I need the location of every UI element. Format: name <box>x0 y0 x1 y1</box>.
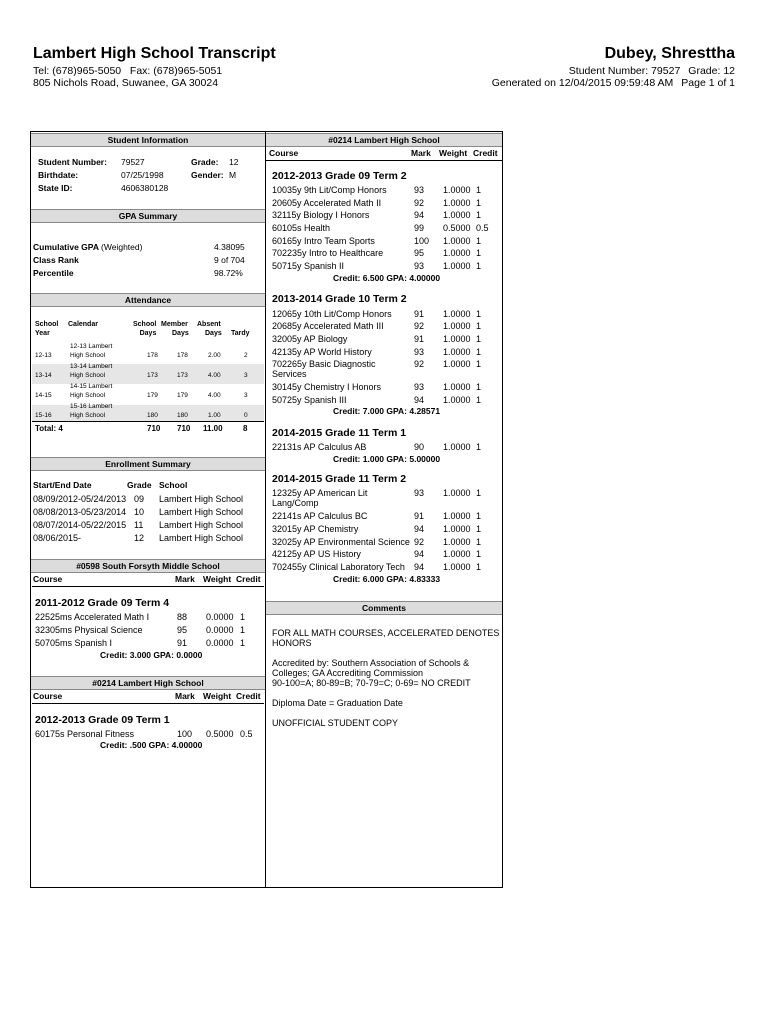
percentile-value: 98.72% <box>214 268 243 278</box>
course-name: 50725y Spanish III <box>272 395 347 405</box>
course-name-cont: Lang/Comp <box>272 498 319 508</box>
course-name: 60165y Intro Team Sports <box>272 236 375 246</box>
course-weight: 1.0000 <box>443 261 471 271</box>
att-cal: High School <box>70 412 106 419</box>
course-credit: 1 <box>476 198 482 208</box>
course-name: 20685y Accelerated Math III <box>272 321 384 331</box>
enroll-dates: 08/09/2012-05/24/2013 <box>33 494 127 504</box>
course-name: 32005y AP Biology <box>272 334 348 344</box>
course-name: 702265y Basic Diagnostic <box>272 359 376 369</box>
state-id-value: 4606380128 <box>121 183 169 193</box>
course-credit: 1 <box>476 261 482 271</box>
course-mark: 91 <box>414 511 425 521</box>
course-weight: 1.0000 <box>443 185 471 195</box>
fax-text: Fax: (678)965-5051 <box>129 65 223 77</box>
enroll-school: Lambert High School <box>159 494 244 504</box>
cumulative-gpa-value: 4.38095 <box>214 242 245 252</box>
att-year: 14-15 <box>35 392 52 399</box>
course-credit: 1 <box>240 612 246 622</box>
course-credit: 1 <box>476 395 482 405</box>
course-credit: 1 <box>476 524 482 534</box>
att-school-days: 178 <box>147 352 158 359</box>
course-mark: 93 <box>414 261 425 271</box>
enroll-grade: 10 <box>134 507 145 517</box>
course-mark: 93 <box>414 488 425 498</box>
course-credit: 1 <box>476 210 482 220</box>
course-name: 32115y Biology I Honors <box>272 210 370 220</box>
course-credit: 0.5 <box>240 729 253 739</box>
course-name: 32305ms Physical Science <box>35 625 143 635</box>
col-mark: Mark <box>175 574 195 584</box>
course-weight: 0.0000 <box>206 612 234 622</box>
term-heading: 2012-2013 Grade 09 Term 2 <box>272 170 407 182</box>
course-name: 12325y AP American Lit <box>272 488 368 498</box>
course-weight: 0.5000 <box>206 729 234 739</box>
att-total-tardy: 8 <box>243 424 248 433</box>
col-header-rule <box>32 703 264 704</box>
comment-text: Diploma Date = Graduation Date <box>272 698 403 708</box>
att-tardy: 3 <box>244 392 248 399</box>
course-name: 60175s Personal Fitness <box>35 729 135 739</box>
course-weight: 0.0000 <box>206 625 234 635</box>
course-credit: 1 <box>476 442 482 452</box>
att-member-days: 180 <box>177 412 188 419</box>
gender-label: Gender: <box>191 170 224 180</box>
enroll-school: Lambert High School <box>159 520 244 530</box>
term-credit-summary: Credit: 7.000 GPA: 4.28571 <box>333 406 441 416</box>
course-credit: 1 <box>476 334 482 344</box>
attendance-section <box>31 293 265 307</box>
grade-label: Grade: <box>191 157 219 167</box>
gpa-summary-heading: GPA Summary <box>31 209 265 223</box>
header-student-number: Student Number: 79527 <box>568 65 681 77</box>
att-school-days: 173 <box>147 372 158 379</box>
att-cal: 13-14 Lambert <box>70 363 113 370</box>
course-weight: 1.0000 <box>443 549 471 559</box>
term-credit-summary: Credit: 1.000 GPA: 5.00000 <box>333 454 441 464</box>
col-mark: Mark <box>411 148 431 158</box>
course-name: 12065y 10th Lit/Comp Honors <box>272 309 392 319</box>
term-heading: 2012-2013 Grade 09 Term 1 <box>35 714 170 726</box>
col-credit: Credit <box>236 574 261 584</box>
att-total-rule <box>32 421 264 422</box>
birthdate-label: Birthdate: <box>38 170 79 180</box>
course-credit: 1 <box>476 488 482 498</box>
gender-value: M <box>229 170 237 180</box>
term-heading: 2014-2015 Grade 11 Term 1 <box>272 427 407 439</box>
comment-text: Colleges; GA Accrediting Commission <box>272 668 424 678</box>
page-number: Page 1 of 1 <box>681 77 735 89</box>
enroll-dates: 08/08/2013-05/23/2014 <box>33 507 127 517</box>
col-weight: Weight <box>203 574 232 584</box>
class-rank-value: 9 of 704 <box>214 255 245 265</box>
attendance-heading: Attendance <box>31 293 265 307</box>
header-grade: Grade: 12 <box>688 65 735 77</box>
att-header-calendar: Calendar <box>68 321 98 328</box>
course-credit: 1 <box>476 321 482 331</box>
course-credit: 1 <box>476 537 482 547</box>
course-name: 50705ms Spanish I <box>35 638 113 648</box>
course-mark: 95 <box>414 248 425 258</box>
att-school-days: 180 <box>147 412 158 419</box>
grade-value: 12 <box>229 157 239 167</box>
att-tardy: 3 <box>244 372 248 379</box>
att-year: 12-13 <box>35 352 52 359</box>
course-mark: 100 <box>177 729 193 739</box>
course-weight: 1.0000 <box>443 395 471 405</box>
att-tardy: 0 <box>244 412 248 419</box>
course-mark: 94 <box>414 562 425 572</box>
course-mark: 94 <box>414 549 425 559</box>
column-divider <box>265 131 266 888</box>
course-weight: 1.0000 <box>443 321 471 331</box>
school-0214-right-section <box>266 133 502 147</box>
course-mark: 92 <box>414 198 425 208</box>
course-credit: 1 <box>476 185 482 195</box>
att-absent-days: 1.00 <box>208 412 221 419</box>
course-credit: 0.5 <box>476 223 489 233</box>
comment-text: UNOFFICIAL STUDENT COPY <box>272 718 399 728</box>
course-name: 20605y Accelerated Math II <box>272 198 382 208</box>
att-tardy: 2 <box>244 352 248 359</box>
course-credit: 1 <box>476 309 482 319</box>
class-rank-label: Class Rank <box>33 255 79 265</box>
course-name: 702455y Clinical Laboratory Tech <box>272 562 405 572</box>
att-member-days: 173 <box>177 372 188 379</box>
transcript-title: Lambert High School Transcript <box>33 45 276 62</box>
att-header-tardy: Tardy <box>231 330 250 337</box>
course-weight: 1.0000 <box>443 248 471 258</box>
address-text: 805 Nichols Road, Suwanee, GA 30024 <box>33 77 219 89</box>
term-credit-summary: Credit: 6.500 GPA: 4.00000 <box>333 273 441 283</box>
att-absent-days: 4.00 <box>208 392 221 399</box>
att-header-absent-days: Absent Days <box>197 321 222 337</box>
course-weight: 1.0000 <box>443 537 471 547</box>
cumulative-gpa-line <box>33 242 142 252</box>
comments-heading: Comments <box>266 601 502 615</box>
course-mark: 94 <box>414 210 425 220</box>
col-mark: Mark <box>175 691 195 701</box>
phone-text: Tel: (678)965-5050 <box>33 65 122 77</box>
enroll-dates: 08/06/2015- <box>33 533 82 543</box>
term-heading: 2014-2015 Grade 11 Term 2 <box>272 473 407 485</box>
course-credit: 1 <box>476 359 482 369</box>
att-cal: High School <box>70 372 106 379</box>
course-name: 42125y AP US History <box>272 549 361 559</box>
course-weight: 1.0000 <box>443 562 471 572</box>
enroll-grade: 11 <box>134 520 144 530</box>
course-weight: 1.0000 <box>443 359 471 369</box>
course-weight: 0.5000 <box>443 223 471 233</box>
col-weight: Weight <box>203 691 232 701</box>
course-mark: 91 <box>177 638 188 648</box>
att-header-school-days: School Days <box>133 321 157 337</box>
course-mark: 94 <box>414 395 425 405</box>
course-mark: 91 <box>414 309 425 319</box>
percentile-label: Percentile <box>33 268 74 278</box>
generated-line <box>484 77 735 89</box>
gpa-summary-section <box>31 209 265 223</box>
att-total-label: Total: 4 <box>35 424 63 433</box>
course-mark: 99 <box>414 223 425 233</box>
course-name: 32025y AP Environmental Science <box>272 537 410 547</box>
course-name: 30145y Chemistry I Honors <box>272 382 382 392</box>
course-mark: 92 <box>414 537 425 547</box>
col-credit: Credit <box>473 148 498 158</box>
course-credit: 1 <box>240 625 246 635</box>
att-header-member-days: Member Days <box>161 321 189 337</box>
comments-section <box>266 601 502 615</box>
course-weight: 1.0000 <box>443 442 471 452</box>
student-number-value: 79527 <box>121 157 145 167</box>
course-weight: 1.0000 <box>443 347 471 357</box>
course-mark: 93 <box>414 347 425 357</box>
course-mark: 92 <box>414 321 425 331</box>
course-weight: 1.0000 <box>443 309 471 319</box>
course-mark: 92 <box>414 359 425 369</box>
comment-text: HONORS <box>272 638 312 648</box>
col-weight: Weight <box>439 148 468 158</box>
enroll-grade: 12 <box>134 533 145 543</box>
col-course: Course <box>269 148 299 158</box>
term-credit-summary: Credit: 3.000 GPA: 0.0000 <box>100 650 203 660</box>
student-name: Dubey, Shresttha <box>604 45 735 62</box>
course-credit: 1 <box>476 549 482 559</box>
course-weight: 1.0000 <box>443 236 471 246</box>
term-heading: 2013-2014 Grade 10 Term 2 <box>272 293 407 305</box>
cumulative-gpa-label: Cumulative GPA <box>33 242 99 252</box>
att-year: 15-16 <box>35 412 52 419</box>
enroll-dates: 08/07/2014-05/22/2015 <box>33 520 127 530</box>
course-credit: 1 <box>476 236 482 246</box>
course-weight: 1.0000 <box>443 524 471 534</box>
col-course: Course <box>33 691 63 701</box>
generated-timestamp: Generated on 12/04/2015 09:59:48 AM <box>491 77 674 89</box>
school-0214-left-section <box>31 676 265 690</box>
school-0598-heading: #0598 South Forsyth Middle School <box>31 559 265 573</box>
course-mark: 100 <box>414 236 430 246</box>
att-absent-days: 2.00 <box>208 352 221 359</box>
col-credit: Credit <box>236 691 261 701</box>
state-id-label: State ID: <box>38 183 73 193</box>
enroll-grade: 09 <box>134 494 145 504</box>
course-weight: 1.0000 <box>443 511 471 521</box>
contact-line <box>33 65 222 77</box>
school-0598-section <box>31 559 265 573</box>
course-name: 702235y Intro to Healthcare <box>272 248 384 258</box>
course-mark: 88 <box>177 612 188 622</box>
term-credit-summary: Credit: 6.000 GPA: 4.83333 <box>333 574 441 584</box>
enroll-header-dates: Start/End Date <box>33 480 92 490</box>
att-member-days: 179 <box>177 392 188 399</box>
att-header-school-year: School Year <box>35 321 59 337</box>
att-member-days: 178 <box>177 352 188 359</box>
col-header-rule <box>266 160 502 161</box>
course-weight: 1.0000 <box>443 334 471 344</box>
course-mark: 91 <box>414 334 425 344</box>
birthdate-value: 07/25/1998 <box>121 170 164 180</box>
att-total-school: 710 <box>147 424 161 433</box>
course-name: 50715y Spanish II <box>272 261 345 271</box>
course-credit: 1 <box>476 347 482 357</box>
course-name: 32015y AP Chemistry <box>272 524 359 534</box>
comment-text: FOR ALL MATH COURSES, ACCELERATED DENOTES <box>272 628 500 638</box>
att-total-absent: 11.00 <box>203 424 223 433</box>
att-year: 13-14 <box>35 372 52 379</box>
enrollment-summary-heading: Enrollment Summary <box>31 457 265 471</box>
student-number-label: Student Number: <box>38 157 107 167</box>
course-mark: 95 <box>177 625 188 635</box>
course-weight: 0.0000 <box>206 638 234 648</box>
course-name: 22131s AP Calculus AB <box>272 442 367 452</box>
course-name: 22141s AP Calculus BC <box>272 511 368 521</box>
student-information-heading: Student Information <box>31 133 265 147</box>
cumulative-gpa-note: (Weighted) <box>101 242 143 252</box>
comment-text: Accredited by: Southern Association of Schools & <box>272 658 470 668</box>
course-mark: 90 <box>414 442 425 452</box>
course-weight: 1.0000 <box>443 488 471 498</box>
course-name: 10035y 9th Lit/Comp Honors <box>272 185 387 195</box>
att-cal: 14-15 Lambert <box>70 383 113 390</box>
att-cal: 12-13 Lambert <box>70 343 113 350</box>
col-course: Course <box>33 574 63 584</box>
att-cal: 15-16 Lambert <box>70 403 113 410</box>
course-name: 60105s Health <box>272 223 331 233</box>
student-number-line <box>561 65 735 77</box>
term-heading: 2011-2012 Grade 09 Term 4 <box>35 597 170 609</box>
course-weight: 1.0000 <box>443 198 471 208</box>
course-mark: 93 <box>414 382 425 392</box>
course-credit: 1 <box>476 511 482 521</box>
course-weight: 1.0000 <box>443 382 471 392</box>
enroll-school: Lambert High School <box>159 533 244 543</box>
enroll-header-school: School <box>159 480 188 490</box>
course-credit: 1 <box>476 382 482 392</box>
term-credit-summary: Credit: .500 GPA: 4.00000 <box>100 740 203 750</box>
course-name-cont: Services <box>272 369 307 379</box>
att-cal: High School <box>70 352 106 359</box>
course-name: 22525ms Accelerated Math I <box>35 612 150 622</box>
enroll-header-grade: Grade <box>127 480 152 490</box>
att-absent-days: 4.00 <box>208 372 221 379</box>
course-mark: 94 <box>414 524 425 534</box>
comment-text: 90-100=A; 80-89=B; 70-79=C; 0-69= NO CREDIT <box>272 678 471 688</box>
school-0214-right-heading: #0214 Lambert High School <box>266 133 502 147</box>
att-total-member: 710 <box>177 424 191 433</box>
course-mark: 93 <box>414 185 425 195</box>
course-name: 42135y AP World History <box>272 347 372 357</box>
enrollment-summary-section <box>31 457 265 471</box>
school-0214-left-heading: #0214 Lambert High School <box>31 676 265 690</box>
course-credit: 1 <box>240 638 246 648</box>
course-credit: 1 <box>476 248 482 258</box>
course-weight: 1.0000 <box>443 210 471 220</box>
att-cal: High School <box>70 392 106 399</box>
col-header-rule <box>32 586 264 587</box>
student-information-section <box>31 133 265 147</box>
course-credit: 1 <box>476 562 482 572</box>
att-school-days: 179 <box>147 392 158 399</box>
enroll-school: Lambert High School <box>159 507 244 517</box>
